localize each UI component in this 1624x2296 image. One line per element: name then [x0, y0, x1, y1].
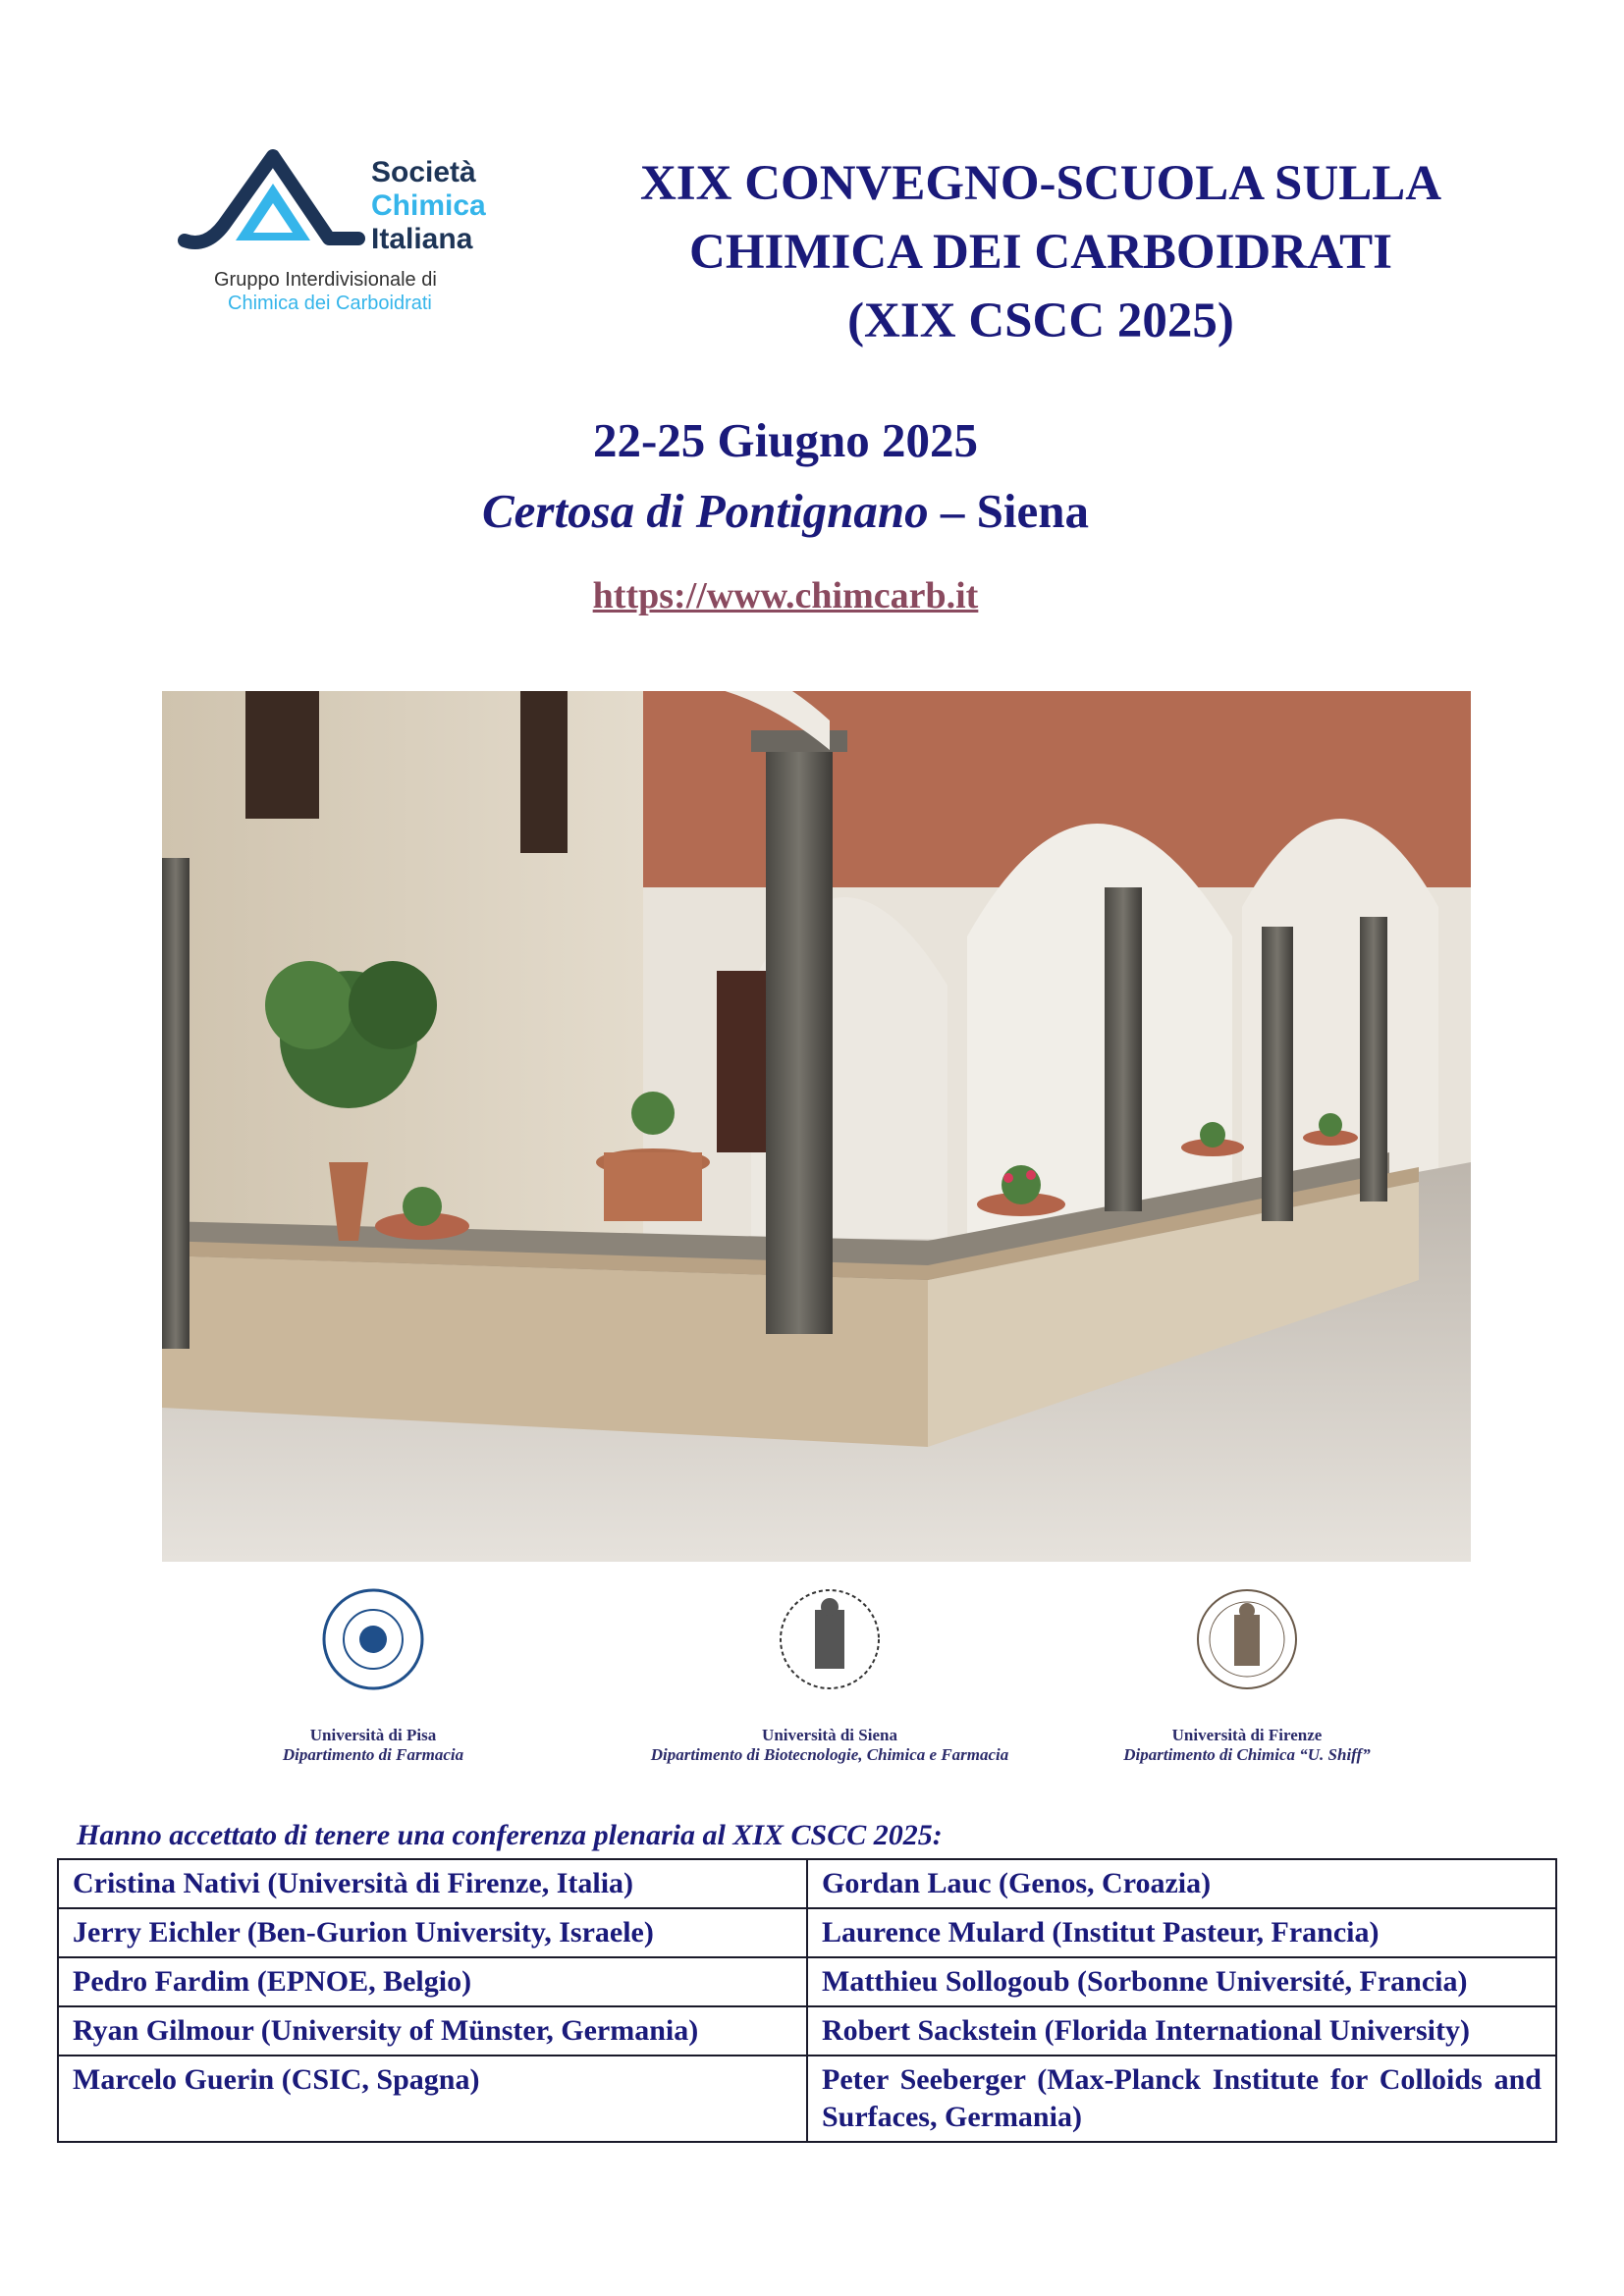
speaker-cell: Pedro Fardim (EPNOE, Belgio)	[58, 1957, 807, 2006]
title-line-1: XIX CONVEGNO-SCUOLA SULLA	[639, 156, 1442, 211]
university-siena	[599, 1585, 1060, 1765]
speaker-cell: Peter Seeberger (Max-Planck Institute for Colloids and Surfaces, Germania)	[807, 2056, 1556, 2142]
title-line-3: (XIX CSCC 2025)	[847, 294, 1234, 348]
university-name: Università di Pisa	[309, 1726, 437, 1744]
university-department: Dipartimento di Farmacia	[282, 1745, 464, 1764]
speaker-cell: Laurence Mulard (Institut Pasteur, Francia)	[807, 1908, 1556, 1957]
table-row	[58, 1908, 1556, 1957]
logo-word-chimica: Chimica	[371, 189, 486, 222]
pisa-seal-icon	[319, 1585, 427, 1693]
university-name: Università di Siena	[762, 1726, 897, 1744]
speakers-table	[57, 1858, 1557, 2143]
table-row	[58, 1859, 1556, 1908]
event-website-link[interactable]: https://www.chimcarb.it	[592, 575, 979, 616]
logo-word-societa: Società	[371, 156, 476, 188]
page-title	[550, 149, 1532, 355]
speakers-intro: Hanno accettato di tenere una conferenza plenaria al XIX CSCC 2025:	[77, 1819, 943, 1851]
title-line-2: CHIMICA DEI CARBOIDRATI	[689, 225, 1392, 280]
speaker-cell: Matthieu Sollogoub (Sorbonne Université, Francia)	[807, 1957, 1556, 2006]
university-firenze	[1080, 1585, 1414, 1765]
venue-place: Certosa di Pontignano	[481, 484, 929, 538]
sci-logo	[177, 142, 530, 319]
sci-logo-mark-icon	[177, 142, 368, 265]
table-row	[58, 2006, 1556, 2056]
university-department: Dipartimento di Chimica “U. Shiff”	[1123, 1745, 1371, 1764]
speaker-cell: Robert Sackstein (Florida International University)	[807, 2006, 1556, 2056]
speaker-cell: Marcelo Guerin (CSIC, Spagna)	[58, 2056, 807, 2142]
speaker-cell: Jerry Eichler (Ben-Gurion University, Israele)	[58, 1908, 807, 1957]
speaker-cell: Cristina Nativi (Università di Firenze, Italia)	[58, 1859, 807, 1908]
siena-seal-icon	[776, 1585, 884, 1693]
table-row	[58, 1957, 1556, 2006]
firenze-seal-icon	[1193, 1585, 1301, 1693]
university-department: Dipartimento di Biotecnologie, Chimica e Farmacia	[650, 1745, 1009, 1764]
event-venue	[295, 483, 1276, 539]
event-dates: 22-25 Giugno 2025	[592, 413, 979, 467]
university-name: Università di Firenze	[1171, 1726, 1323, 1744]
venue-city: Siena	[976, 484, 1090, 538]
speaker-cell: Ryan Gilmour (University of Münster, Germania)	[58, 2006, 807, 2056]
table-row	[58, 2056, 1556, 2142]
speaker-cell: Gordan Lauc (Genos, Croazia)	[807, 1859, 1556, 1908]
venue-separator: –	[928, 484, 977, 538]
logo-subtitle-carboidrati: Chimica dei Carboidrati	[228, 293, 432, 314]
university-pisa	[226, 1585, 520, 1765]
cloister-photo	[162, 691, 1471, 1562]
logo-subtitle-group: Gruppo Interdivisionale di	[214, 269, 437, 291]
logo-word-italiana: Italiana	[371, 223, 473, 255]
cloister-illustration	[162, 691, 1471, 1562]
